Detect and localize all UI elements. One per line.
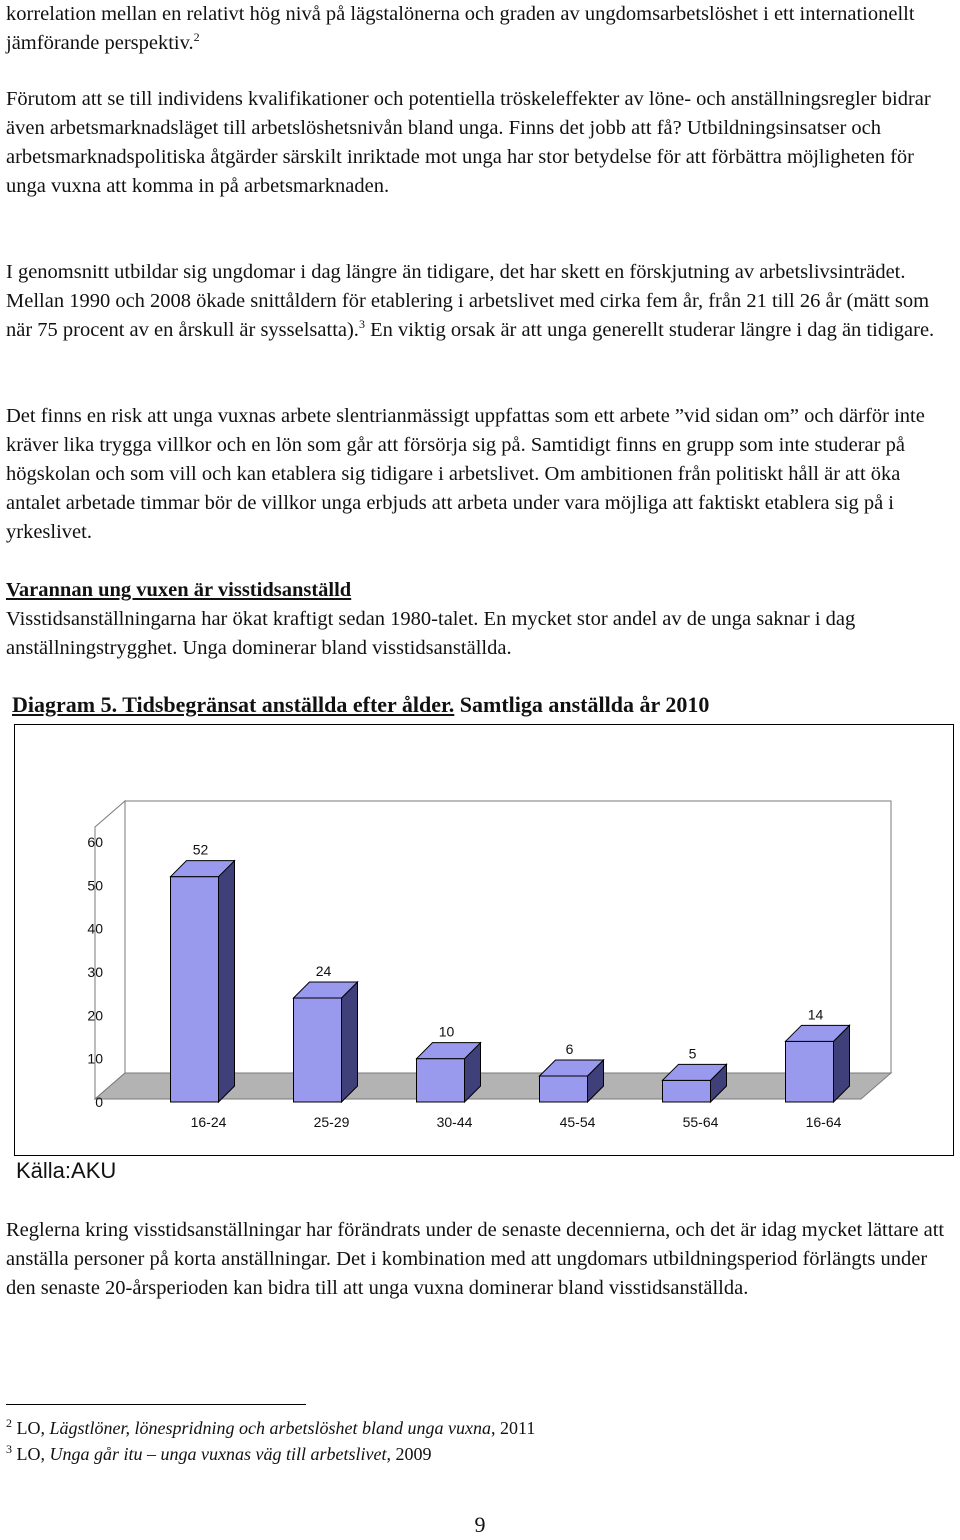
bar-front (786, 1041, 834, 1102)
chart-frame (14, 724, 954, 1156)
x-tick-label: 45-54 (559, 1114, 596, 1130)
section-block (6, 576, 954, 663)
paragraph-rules: Reglerna kring visstidsanställningar har förändrats under de senaste decennierna, och det är idag mycket lättare att anställa personer på korta anställningar. Det i kombination med att ungdomars utbildningsperiod förlängts under den senaste 20-årsperioden kan bidra till att unga vuxna dominerar bland visstidsanställda. (6, 1219, 945, 1299)
bar-data-label: 52 (192, 841, 209, 858)
y-tick-label: 40 (87, 920, 103, 937)
y-tick-label: 10 (87, 1050, 103, 1067)
bar-front (663, 1080, 711, 1102)
bar-data-label: 24 (315, 963, 332, 979)
bar-front (171, 877, 219, 1102)
footnote-2: $^2$ LO, Lägstlöner, lönespridning och arbetslöshet bland unga vuxna, 2011 (6, 1416, 536, 1438)
x-tick-label: 30-44 (436, 1114, 473, 1130)
diagram-title: Diagram 5. Tidsbegränsat anställda efter ålder. Samtliga anställda år 2010 (12, 692, 710, 717)
x-tick-label: 55-64 (682, 1114, 719, 1130)
footnote-ref-2[interactable]: 2 (193, 30, 200, 45)
x-tick-label: 16-64 (805, 1114, 842, 1130)
y-tick-label: 30 (87, 964, 103, 980)
bar-data-label: 14 (807, 1006, 824, 1023)
bar-side (219, 861, 235, 1102)
paragraph-education: I genomsnitt utbildar sig ungdomar i dag längre än tidigare, det har skett en förskjutning av arbetslivsinträdet. Mellan 1990 och 2008 ökade snittåldern för etablering i arbetslivet med cirka fem år, från 21 till 26 år (mätt som när 75 procent av en årskull är sysselsatta).$^3$ En viktig orsak är att unga generellt studerar längre i dag än tidigare. (6, 261, 935, 341)
bar-front (417, 1059, 465, 1102)
bar-front (540, 1076, 588, 1102)
y-tick-label: 50 (87, 877, 103, 894)
bar-side (342, 982, 358, 1102)
footnote-divider (6, 1404, 306, 1405)
bar-data-label: 10 (438, 1023, 455, 1040)
y-tick-label: 20 (87, 1007, 103, 1024)
page-number: 9 (474, 1512, 486, 1537)
y-tick-label: 0 (95, 1094, 103, 1110)
bar-chart (15, 725, 953, 1155)
chart-back-wall (125, 801, 891, 1073)
source-label: Källa:AKU (16, 1158, 117, 1183)
section-heading: Varannan ung vuxen är visstidsanställd (6, 579, 352, 601)
x-tick-label: 16-24 (190, 1114, 227, 1130)
paragraph-intro: korrelation mellan en relativt hög nivå på lägstalönerna och graden av ungdomsarbetslöshet i ett internationellt jämförande perspektiv.$^2$ (6, 3, 915, 54)
bar-front (294, 998, 342, 1102)
bar-data-label: 6 (565, 1041, 574, 1057)
footnote-ref-3[interactable]: 3 (358, 317, 365, 332)
paragraph-risk: Det finns en risk att unga vuxnas arbete slentrianmässigt uppfattas som ett arbete ”vid sidan om” och därför inte kräver lika trygga villkor och en lön som går att försörja sig på. Samtidigt finns en grupp som inte studerar på högskolan och som vill och kan etablera sig tidigare i arbetslivet. Om ambitionen från politiskt håll är att öka antalet arbetade timmar bör de villkor unga erbjuds att arbeta under vara möjliga att faktiskt etablera sig på i yrkeslivet. (6, 405, 925, 543)
footnote-3: $^3$ LO, Unga går itu – unga vuxnas väg till arbetslivet, 2009 (6, 1442, 432, 1464)
bar-data-label: 5 (688, 1045, 697, 1062)
y-tick-label: 60 (87, 834, 103, 850)
paragraph-thresholds: Förutom att se till individens kvalifikationer och potentiella tröskeleffekter av löne- och anställningsregler bidrar även arbetsmarknadsläget till arbetslöshetsnivån bland unga. Finns det jobb att få? Utbildningsinsatser och arbetsmarknadspolitiska åtgärder särskilt inriktade mot unga har stor betydelse för att förbättra möjligheten för unga vuxna att komma in på arbetsmarknaden. (6, 88, 931, 197)
paragraph-temporary: Visstidsanställningarna har ökat kraftigt sedan 1980-talet. En mycket stor andel av de unga saknar i dag anställningstrygghet. Unga dominerar bland visstidsanställda. (6, 608, 856, 659)
x-tick-label: 25-29 (313, 1114, 350, 1130)
